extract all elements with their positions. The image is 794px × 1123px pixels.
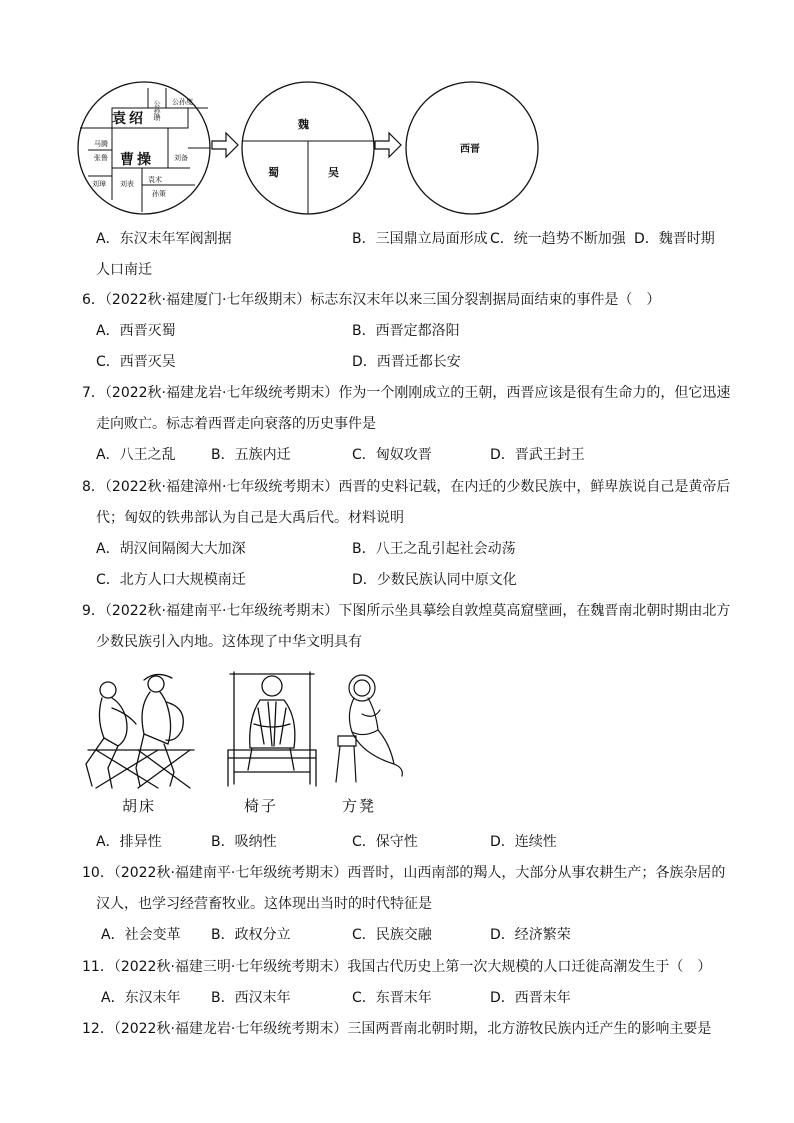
q8-option-b[interactable]: B．八王之乱引起社会动荡	[352, 541, 516, 557]
label-zhanglu: 张鲁	[94, 154, 108, 162]
label-sunce: 孙策	[152, 190, 166, 198]
q6-option-a[interactable]: A．西晋灭蜀	[96, 323, 176, 339]
label-wei: 魏	[298, 118, 309, 131]
caption-chair: 椅子	[244, 797, 279, 815]
q10-option-b[interactable]: B．政权分立	[211, 927, 291, 943]
label-yuanshao: 袁绍	[112, 111, 146, 127]
label-mateng: 马腾	[94, 140, 108, 148]
q9-stem-line1: 9．（2022秋·福建南平·七年级统考期末）下图所示坐具摹绘自敦煌莫高窟壁画，在魏晋南北朝时期由北方	[82, 603, 731, 619]
q6-option-c[interactable]: C．西晋灭吴	[96, 354, 176, 370]
q9-option-a[interactable]: A．排异性	[96, 834, 162, 850]
fangdeng-illustration	[332, 664, 408, 786]
q11-stem: 11．（2022秋·福建三明·七年级统考期末）我国古代历史上第一次大规模的人口迁徙高潮发生于（ ）	[82, 959, 712, 975]
warlords-circle	[78, 82, 210, 214]
q12-stem: 12．（2022秋·福建龙岩·七年级统考期末）三国两晋南北朝时期，北方游牧民族内迁产生的影响主要是	[82, 1021, 712, 1037]
q10-option-d[interactable]: D．经济繁荣	[490, 927, 571, 943]
q5-option-c[interactable]: C．统一趋势不断加强	[490, 231, 626, 247]
q5-option-b[interactable]: B．三国鼎立局面形成	[352, 231, 488, 247]
q6-option-b[interactable]: B．西晋定都洛阳	[352, 323, 460, 339]
label-gongsunzan: 公孙瓒	[153, 100, 161, 121]
q8-option-d[interactable]: D．少数民族认同中原文化	[352, 572, 517, 588]
western-jin-circle	[406, 82, 538, 214]
q9-stem-line2: 少数民族引入内地。这体现了中华文明具有	[96, 634, 362, 650]
q7-option-a[interactable]: A．八王之乱	[96, 447, 176, 463]
three-kingdoms-circle	[242, 82, 374, 214]
label-liubiao: 刘表	[120, 180, 134, 188]
q7-option-d[interactable]: D．晋武王封王	[490, 447, 585, 463]
q7-stem-line2: 走向败亡。标志着西晋走向衰落的历史事件是	[96, 416, 376, 432]
q5-option-a[interactable]: A．东汉末年军阀割据	[96, 231, 232, 247]
q8-stem-line2: 代；匈奴的铁弗部认为自己是大禹后代。材料说明	[96, 510, 404, 526]
q7-stem-line1: 7．（2022秋·福建龙岩·七年级统考期末）作为一个刚刚成立的王朝，西晋应该是很有生命力的，但它迅速	[82, 385, 731, 401]
q10-stem-line2: 汉人，也学习经营畜牧业。这体现出当时的时代特征是	[96, 896, 432, 912]
q7-option-c[interactable]: C．匈奴攻晋	[352, 447, 432, 463]
label-caocao: 曹操	[120, 152, 154, 168]
label-liubei: 刘备	[174, 154, 188, 162]
q9-option-c[interactable]: C．保守性	[352, 834, 418, 850]
q9-option-b[interactable]: B．吸纳性	[211, 834, 277, 850]
q5-option-d-continued: 人口南迁	[96, 262, 152, 278]
arrow-right-icon	[212, 133, 238, 157]
label-gongsundu: 公孙度	[172, 98, 193, 106]
three-kingdoms-diagram	[0, 0, 794, 225]
q10-stem-line1: 10．（2022秋·福建南平·七年级统考期末）西晋时，山西南部的羯人，大部分从事农耕生产；各族杂居的	[82, 865, 726, 881]
chair-illustration	[218, 658, 330, 790]
label-wu: 吴	[328, 166, 339, 179]
q5-option-d[interactable]: D．魏晋时期	[634, 231, 715, 247]
q11-option-c[interactable]: C．东晋末年	[352, 990, 432, 1006]
q7-option-b[interactable]: B．五族内迁	[211, 447, 291, 463]
q8-option-c[interactable]: C．北方人口大规模南迁	[96, 572, 246, 588]
q8-option-a[interactable]: A．胡汉间隔阂大大加深	[96, 541, 246, 557]
label-xijin: 西晋	[460, 144, 480, 155]
q9-option-d[interactable]: D．连续性	[490, 834, 557, 850]
q11-option-b[interactable]: B．西汉末年	[211, 990, 291, 1006]
label-liuzhang: 刘璋	[92, 180, 106, 188]
q6-stem: 6．（2022秋·福建厦门·七年级期末）标志东汉末年以来三国分裂割据局面结束的事件是（ ）	[82, 292, 661, 308]
q6-option-d[interactable]: D．西晋迁都长安	[352, 354, 461, 370]
arrow-right-icon	[375, 133, 401, 157]
caption-fangdeng: 方凳	[342, 797, 377, 815]
q11-option-a[interactable]: A．东汉末年	[101, 990, 181, 1006]
caption-huchuang: 胡床	[122, 797, 157, 815]
q10-option-c[interactable]: C．民族交融	[352, 927, 432, 943]
q10-option-a[interactable]: A．社会变革	[101, 927, 181, 943]
q11-option-d[interactable]: D．西晋末年	[490, 990, 571, 1006]
label-yuanshu: 袁术	[148, 176, 162, 184]
q8-stem-line1: 8．（2022秋·福建漳州·七年级统考期末）西晋的史料记载，在内迁的少数民族中，鲜卑族说自己是黄帝后	[82, 479, 731, 495]
huchuang-illustration	[78, 668, 202, 792]
label-shu: 蜀	[268, 166, 279, 179]
